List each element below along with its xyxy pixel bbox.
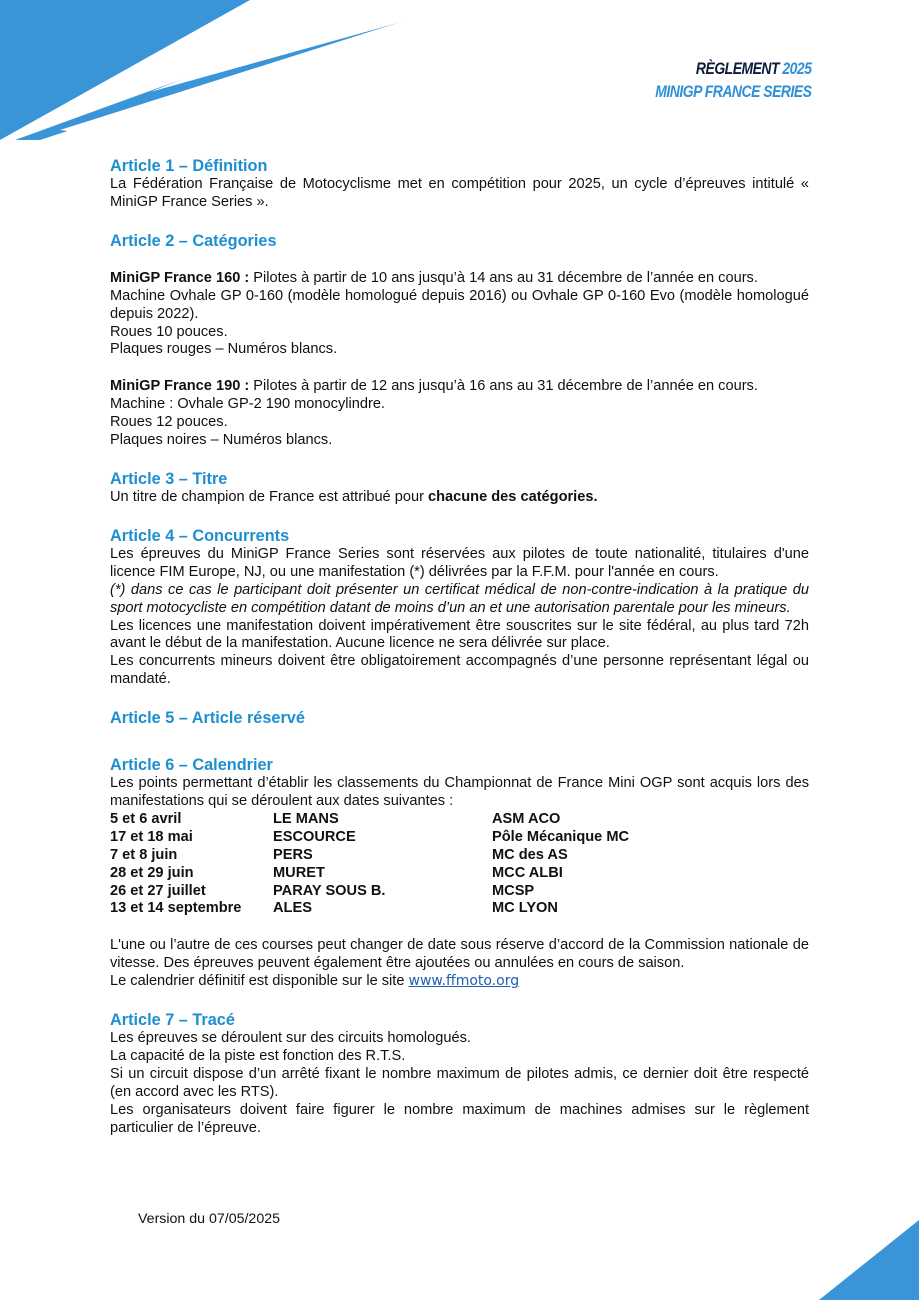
- category-190-label: MiniGP France 190 :: [110, 378, 250, 395]
- calendar-row: 17 et 18 mai ESCOURCE Pôle Mécanique MC: [110, 828, 630, 845]
- article-4-title: Article 4 – Concurrents: [110, 526, 290, 545]
- article-7-p3: Si un circuit dispose d’un arrêté fixant le nombre maximum de pilotes admis, ce dernier doit être respecté (en accord avec les RTS).: [110, 1065, 809, 1100]
- calendar-row: 13 et 14 septembre ALES MC LYON: [110, 900, 558, 917]
- article-4-p1: Les épreuves du MiniGP France Series sont réservées aux pilotes de toute nationalité, titulaires d'une licence FIM Europe, NJ, ou une manifestation (*) délivrées par la F.F.M. pour l'année en cours.: [110, 545, 809, 580]
- category-190-roues: Roues 12 pouces.: [110, 414, 228, 431]
- calendar-row: 26 et 27 juillet PARAY SOUS B. MCSP: [110, 882, 535, 899]
- article-4-p3: Les licences une manifestation doivent impérativement être souscrites sur le site fédéral, au plus tard 72h avant le début de la manifestation. Aucune licence ne sera délivrée sur place.: [110, 617, 809, 652]
- article-5-title: Article 5 – Article réservé: [110, 709, 305, 728]
- article-6-p1: L'une ou l’autre de ces courses peut changer de date sous réserve d’accord de la Commission nationale de vitesse. Des épreuves peuvent également être ajoutées ou annulées en cours de saison.: [110, 937, 809, 972]
- document-header: [655, 57, 811, 103]
- article-6-title: Article 6 – Calendrier: [110, 756, 273, 775]
- calendar-row: 7 et 8 juin PERS MC des AS: [110, 846, 568, 863]
- category-160: MiniGP France 160 : Pilotes à partir de 10 ans jusqu’à 14 ans au 31 décembre de l’année en cours.: [110, 269, 758, 286]
- header-year: 2025: [781, 59, 811, 78]
- article-1-title: Article 1 – Définition: [110, 157, 268, 175]
- top-left-stripes-decoration: [0, 0, 480, 145]
- article-4-p4: Les concurrents mineurs doivent être obligatoirement accompagnés d’une personne représentant légal ou mandaté.: [110, 653, 809, 688]
- article-6-p2: Le calendrier définitif est disponible sur le site www.ffmoto.org: [110, 973, 520, 990]
- article-3-title: Article 3 – Titre: [110, 469, 228, 488]
- header-series: MINIGP FRANCE SERIES: [654, 82, 811, 101]
- article-4-note: (*) dans ce cas le participant doit présenter un certificat médical de non-contre-indication à la pratique du sport motocycliste en compétition datant de moins d’un an et une autorisation parentale pour les mineurs.: [110, 581, 809, 616]
- ffmoto-link[interactable]: www.ffmoto.org: [408, 973, 520, 990]
- article-6-intro: Les points permettant d’établir les classements du Championnat de France Mini OGP sont acquis lors des manifestations qui se déroulent aux dates suivantes :: [110, 775, 809, 810]
- article-7-p4: Les organisateurs doivent faire figurer le nombre maximum de machines admises sur le règlement particulier de l’épreuve.: [110, 1101, 809, 1136]
- category-160-plaques: Plaques rouges – Numéros blancs.: [110, 341, 338, 358]
- category-160-label: MiniGP France 160 :: [110, 269, 250, 286]
- calendar-row: 28 et 29 juin MURET MCC ALBI: [110, 864, 563, 881]
- version-footer: Version du 07/05/2025: [138, 1211, 280, 1227]
- header-reglement: RÈGLEMENT: [695, 59, 779, 78]
- calendar-table: [110, 811, 629, 918]
- article-7-p2: La capacité de la piste est fonction des R.T.S.: [110, 1048, 406, 1064]
- article-3-text: Un titre de champion de France est attribué pour chacune des catégories.: [110, 488, 598, 505]
- document-body: [110, 156, 809, 1138]
- article-7-p1: Les épreuves se déroulent sur des circuits homologués.: [110, 1030, 471, 1047]
- article-7-title: Article 7 – Tracé: [110, 1011, 235, 1030]
- category-190: MiniGP France 190 : Pilotes à partir de 12 ans jusqu’à 16 ans au 31 décembre de l’année en cours.: [110, 378, 758, 395]
- article-1-text: La Fédération Française de Motocyclisme met en compétition pour 2025, un cycle d’épreuves intitulé « MiniGP France Series ».: [110, 176, 809, 210]
- category-160-machine: Machine Ovhale GP 0-160 (modèle homologué depuis 2016) ou Ovhale GP 0-160 Evo (modèle homologué depuis 2022).: [110, 287, 809, 322]
- category-190-machine: Machine : Ovhale GP-2 190 monocylindre.: [110, 396, 385, 413]
- bottom-right-triangle-decoration: [819, 1220, 919, 1300]
- calendar-row: 5 et 6 avril LE MANS ASM ACO: [110, 810, 561, 827]
- category-160-roues: Roues 10 pouces.: [110, 323, 228, 340]
- article-2-title: Article 2 – Catégories: [110, 231, 277, 250]
- category-190-plaques: Plaques noires – Numéros blancs.: [110, 432, 333, 449]
